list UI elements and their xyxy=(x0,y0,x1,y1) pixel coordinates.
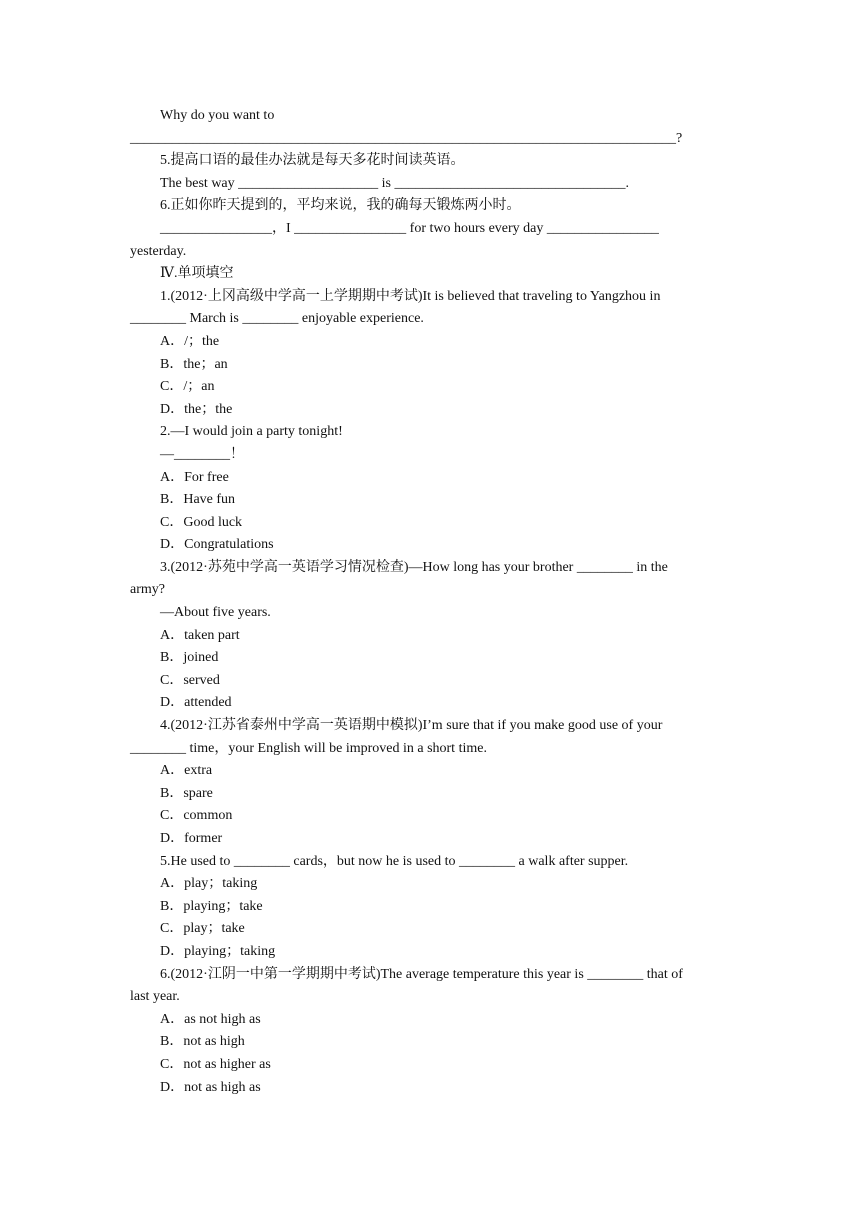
text-line: 4.(2012·江苏省泰州中学高一英语期中模拟)I’m sure that if you make good use of your xyxy=(160,718,663,734)
text-line: C．Good luck xyxy=(160,514,243,530)
text-line: A．/；the xyxy=(160,333,220,349)
text-line: A．For free xyxy=(160,469,229,485)
text-line: B．Have fun xyxy=(160,492,236,508)
text-line: C．not as higher as xyxy=(160,1056,271,1072)
text-line: C．common xyxy=(160,808,233,824)
text-line: C．play；take xyxy=(160,921,245,937)
text-line: ______________________________________________________________________________? xyxy=(130,130,683,146)
text-line: 6.(2012·江阴一中第一学期期中考试)The average temperature this year is ________ that of xyxy=(160,966,683,982)
text-line: last year. xyxy=(130,989,180,1005)
text-line: D．attended xyxy=(160,695,232,711)
text-line: 1.(2012·上冈高级中学高一上学期期中考试)It is believed that traveling to Yangzhou in xyxy=(160,288,661,304)
text-line: The best way ____________________ is _________________________________. xyxy=(160,175,629,191)
text-line: —________！ xyxy=(160,446,244,462)
text-line: D．Congratulations xyxy=(160,537,274,553)
text-line: 6.正如你昨天提到的，平均来说，我的确每天锻炼两小时。 xyxy=(160,198,521,214)
text-line: 2.—I would join a party tonight! xyxy=(160,424,343,440)
text-line: A．as not high as xyxy=(160,1011,261,1027)
text-line: A．extra xyxy=(160,763,213,779)
text-line: 3.(2012·苏苑中学高一英语学习情况检查)—How long has your brother ________ in the xyxy=(160,559,668,575)
text-line: C．/；an xyxy=(160,379,215,395)
text-line: B．spare xyxy=(160,785,213,801)
text-line: yesterday. xyxy=(130,243,187,259)
text-line: B．not as high xyxy=(160,1034,245,1050)
text-line: ________________，I ________________ for two hours every day ________________ xyxy=(160,220,659,236)
text-line: D．the；the xyxy=(160,401,233,417)
text-line: army? xyxy=(130,582,165,598)
text-line: D．not as high as xyxy=(160,1079,261,1095)
text-line: —About five years. xyxy=(160,605,271,621)
text-line: Why do you want to xyxy=(160,108,275,123)
text-line: C．served xyxy=(160,672,220,688)
text-line: B．joined xyxy=(160,650,219,666)
text-line: D．former xyxy=(160,831,223,846)
text-line: B．the；an xyxy=(160,356,228,372)
text-line: Ⅳ.单项填空 xyxy=(160,266,234,282)
text-line: 5.提高口语的最佳办法就是每天多花时间读英语。 xyxy=(160,153,465,169)
document-page xyxy=(130,105,730,1099)
text-line: D．playing；taking xyxy=(160,943,276,959)
text-line: ________ time，your English will be improved in a short time. xyxy=(130,740,487,756)
text-line: A．play；taking xyxy=(160,876,258,892)
text-line: 5.He used to ________ cards，but now he is used to ________ a walk after supper. xyxy=(160,853,629,869)
text-line: ________ March is ________ enjoyable experience. xyxy=(130,311,424,327)
text-line: B．playing；take xyxy=(160,898,263,914)
text-line: A．taken part xyxy=(160,627,240,643)
